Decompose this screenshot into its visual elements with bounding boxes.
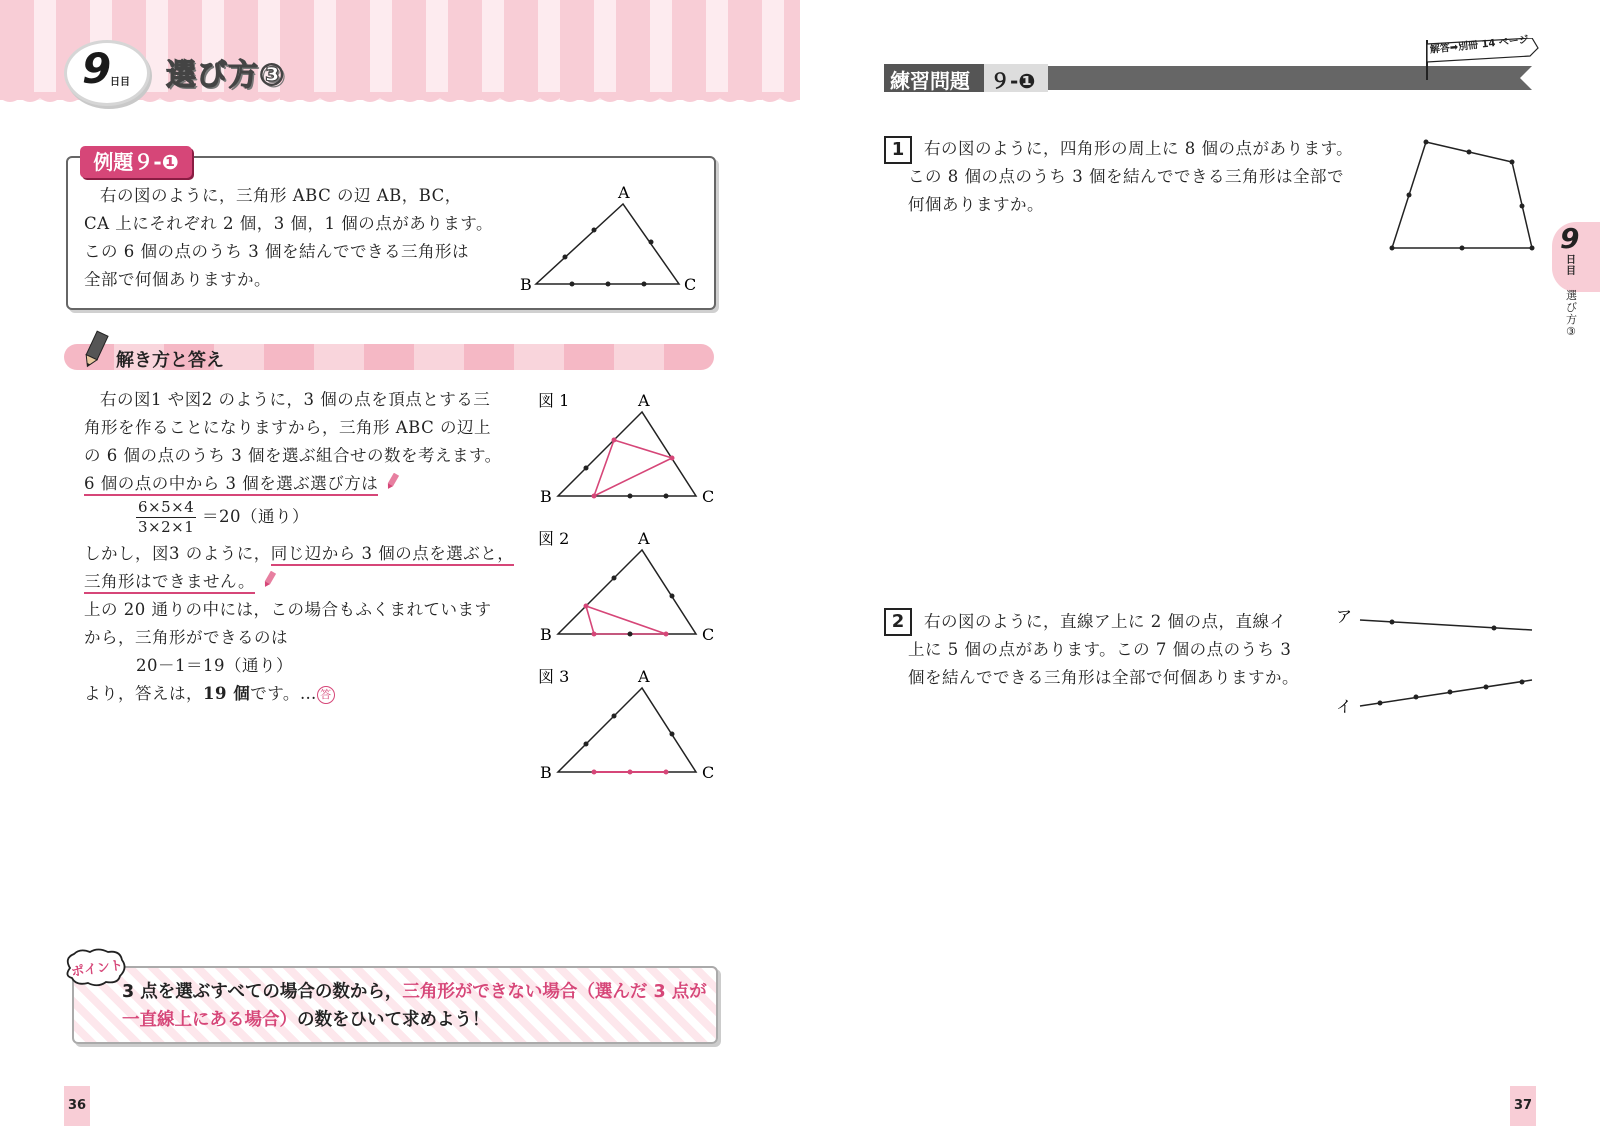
question-line: 右の図のように，四角形の周上に 8 個の点があります。 <box>924 139 1354 158</box>
vertex-label-c: C <box>684 275 697 294</box>
but-prefix: しかし，図3 のように， <box>84 544 271 563</box>
cannot-underlined: 三角形はできません。 <box>84 572 255 594</box>
day-number: 9 <box>82 44 112 93</box>
pink-pencil-icon <box>261 571 277 589</box>
vertex-label-a: A <box>618 184 630 202</box>
page-number-right: 37 <box>1510 1086 1536 1126</box>
question-1-text <box>908 135 1364 219</box>
solution-line: 上の 20 通りの中には，この場合もふくまれています <box>84 600 492 619</box>
solution-underlined: 6 個の点の中から 3 個を選ぶ選び方は <box>84 474 378 496</box>
conclusion-suffix: です。… <box>250 684 317 703</box>
fraction-numerator: 6×5×4 <box>138 498 195 516</box>
solution-heading: 解き方と答え <box>116 350 224 371</box>
quadrilateral-figure <box>1384 134 1540 254</box>
line-label-a: ア <box>1336 607 1353 626</box>
vertex-label-b: B <box>540 625 552 644</box>
point-badge-label: ポイント <box>70 958 124 981</box>
vertex-label-a: A <box>638 667 650 686</box>
question-line: 右の図のように，直線ア上に 2 個の点，直線イ <box>924 612 1287 631</box>
vertex-label-b: B <box>540 763 552 782</box>
practice-number: ９-❶ <box>990 69 1036 93</box>
side-tab-title: 選び方③ <box>1566 289 1577 338</box>
vertex-label-a: A <box>638 391 650 410</box>
question-2-text <box>908 608 1324 692</box>
example-text <box>84 182 504 294</box>
question-line: 何個ありますか。 <box>908 195 1044 214</box>
side-tab-number: 9 <box>1560 222 1580 255</box>
two-lines-figure <box>1330 606 1540 726</box>
line-label-i: イ <box>1336 697 1353 716</box>
point-bubble <box>62 948 128 988</box>
vertex-label-c: C <box>702 625 715 644</box>
answer-mark: 答 <box>317 686 335 704</box>
example-tag: 例題９-❶ <box>80 146 192 178</box>
point-text-3: 一直線上にある場合） <box>122 1010 297 1030</box>
question-line: 上に 5 個の点があります。この 7 個の点のうち 3 <box>908 640 1292 659</box>
vertex-label-c: C <box>702 487 715 506</box>
solution-line <box>84 470 514 498</box>
solution-line: の 6 個の点のうち 3 個を選ぶ組合せの数を考えます。 <box>84 446 502 465</box>
solution-line: から，三角形ができるのは <box>84 628 288 647</box>
question-1-number: 1 <box>884 136 912 164</box>
example-line: この 6 個の点のうち 3 個を結んでできる三角形は <box>84 242 469 261</box>
solution-text <box>84 386 514 708</box>
fraction-line <box>84 498 514 540</box>
day-unit: 日目 <box>110 77 130 88</box>
vertex-label-a: A <box>638 529 650 548</box>
question-line: この 8 個の点のうち 3 個を結んでできる三角形は全部で <box>908 167 1344 186</box>
solution-line <box>84 568 514 596</box>
fraction-denominator: 3×2×1 <box>138 518 195 536</box>
vertex-label-b: B <box>540 487 552 506</box>
side-tab-unit: 日目 <box>1566 255 1576 277</box>
conclusion-prefix: より，答えは， <box>84 684 203 703</box>
answer-reference: 解答➡別冊 14 ページ <box>1429 34 1530 56</box>
question-line: 個を結んでできる三角形は全部で何個ありますか。 <box>908 668 1299 687</box>
lesson-title: 選び方③ <box>166 58 286 93</box>
practice-title: 練習問題 <box>890 69 970 93</box>
fraction <box>136 498 196 537</box>
conclusion-line <box>84 680 514 708</box>
vertex-label-b: B <box>520 275 532 294</box>
calc-line: 20－1＝19（通り） <box>136 656 293 675</box>
example-line: 右の図のように，三角形 ABC の辺 AB，BC， <box>100 186 462 205</box>
question-2-number: 2 <box>884 608 912 636</box>
point-text-2: 三角形ができない場合（選んだ 3 点が <box>402 982 707 1002</box>
point-text-4: の数をひいて求めよう！ <box>297 1010 490 1030</box>
conclusion-answer: 19 個 <box>203 684 251 703</box>
solution-line: 右の図1 や図2 のように，3 個の点を頂点とする三 <box>100 390 491 409</box>
pink-pencil-icon <box>384 473 400 491</box>
point-text-1: 3 点を選ぶすべての場合の数から， <box>122 982 403 1002</box>
example-triangle-figure <box>516 184 706 300</box>
vertex-label-c: C <box>702 763 715 782</box>
figure-1 <box>534 388 724 508</box>
example-line: CA 上にそれぞれ 2 個，3 個，1 個の点があります。 <box>84 214 493 233</box>
fraction-result: ＝20（通り） <box>202 507 310 526</box>
figure-label: 図 2 <box>538 529 570 548</box>
figure-2 <box>534 526 724 646</box>
solution-line <box>84 540 514 568</box>
example-line: 全部で何個ありますか。 <box>84 270 271 289</box>
pencil-icon <box>78 330 112 370</box>
but-underlined: 同じ辺から 3 個の点を選ぶと， <box>271 544 515 566</box>
point-text <box>122 978 712 1034</box>
figure-3 <box>534 664 724 784</box>
page-number-left: 36 <box>64 1086 90 1126</box>
figure-label: 図 3 <box>538 667 570 686</box>
solution-line: 角形を作ることになりますから，三角形 ABC の辺上 <box>84 418 491 437</box>
figure-label: 図 1 <box>538 391 570 410</box>
